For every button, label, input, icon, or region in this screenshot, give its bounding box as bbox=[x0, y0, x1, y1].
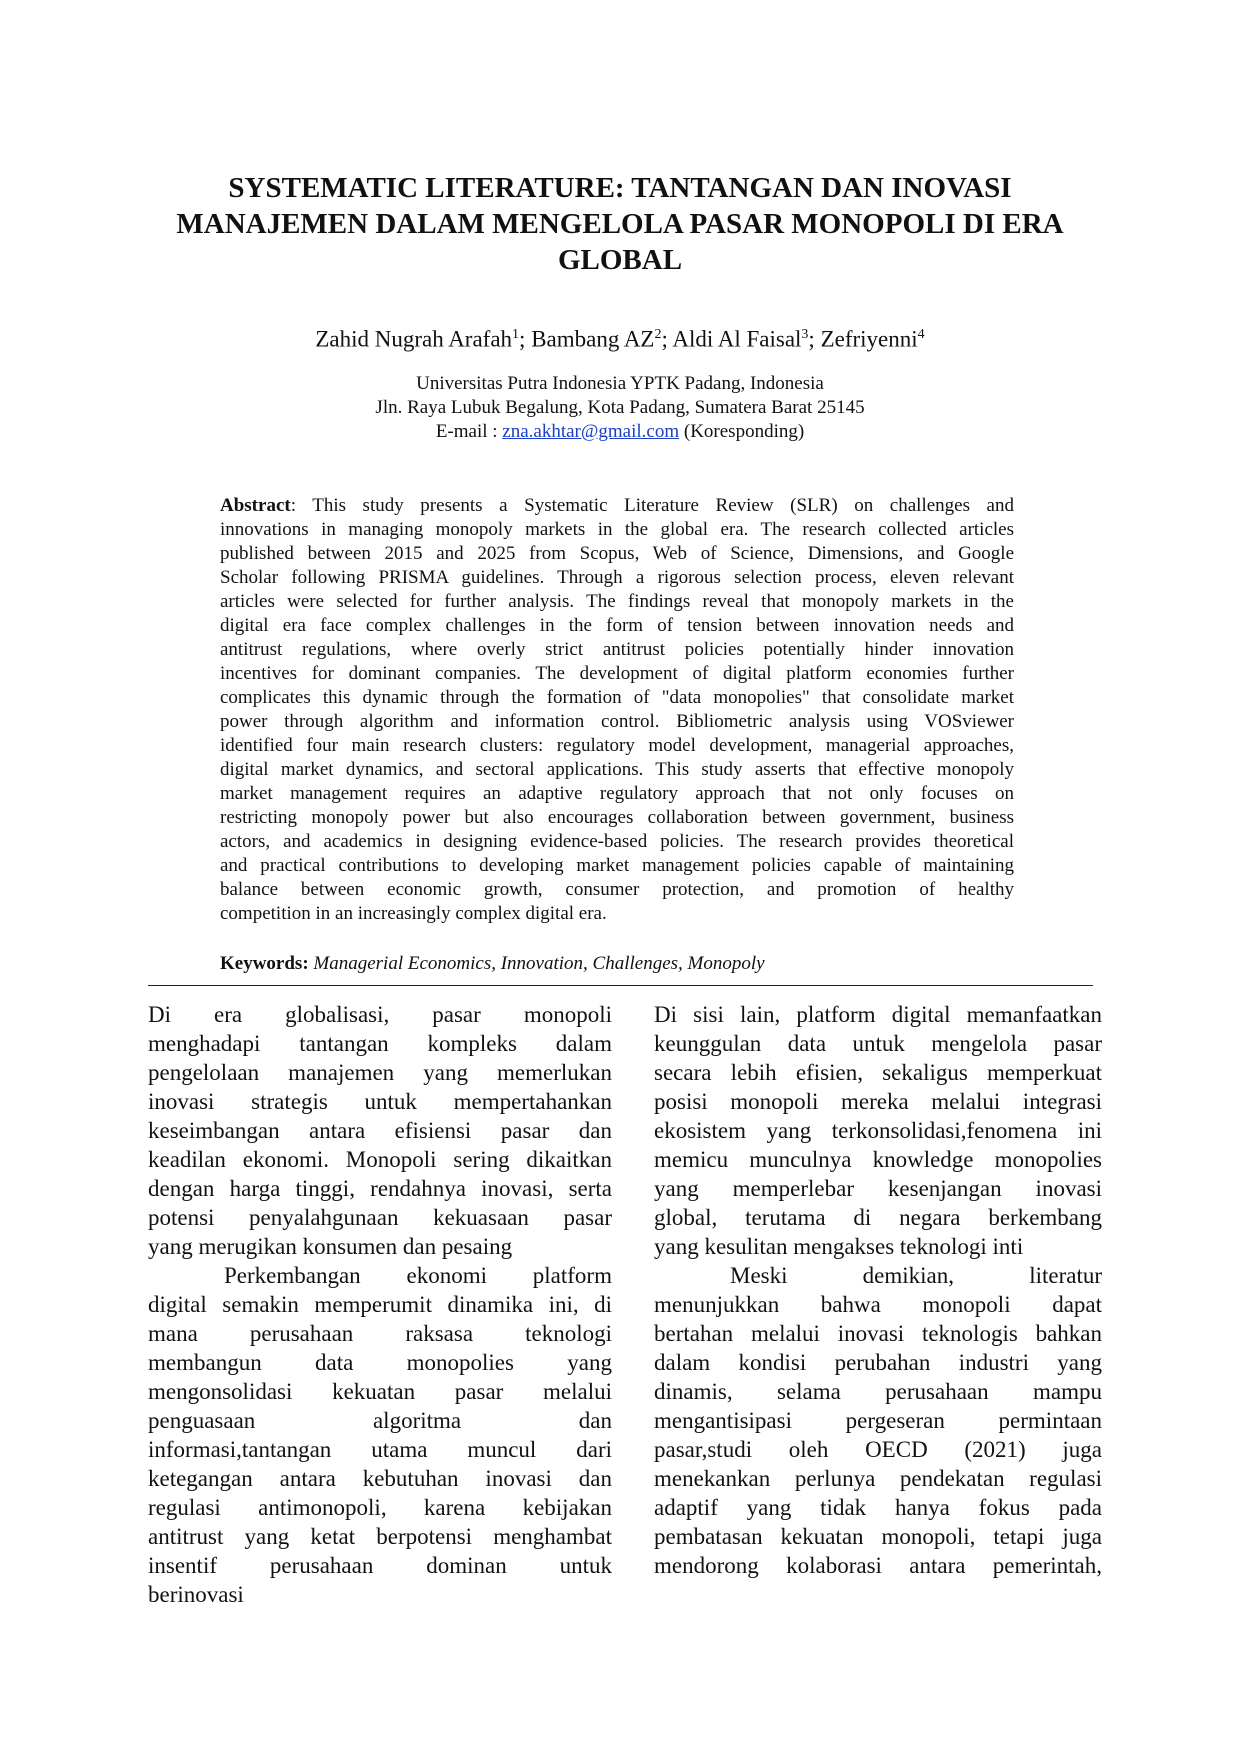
author-name: Bambang AZ bbox=[531, 326, 655, 352]
author-affiliation-mark: 1 bbox=[512, 327, 520, 342]
keywords-label: Keywords: bbox=[220, 953, 309, 974]
email-note: (Koresponding) bbox=[683, 421, 805, 442]
address: Jln. Raya Lubuk Begalung, Kota Padang, Sumatera Barat 25145 bbox=[375, 397, 865, 418]
abstract-label: Abstract bbox=[220, 495, 291, 516]
body-line: keadilan ekonomi. Monopoli sering dikaitkan bbox=[148, 1147, 612, 1172]
abstract-line: power through algorithm and information control. Bibliometric analysis using VOSviewer bbox=[220, 711, 1014, 732]
body-line: ekosistem yang terkonsolidasi,fenomena ini bbox=[654, 1118, 1102, 1143]
body-line: inovasi strategis untuk mempertahankan bbox=[148, 1089, 612, 1114]
body-line: mengantisipasi pergeseran permintaan bbox=[654, 1408, 1102, 1433]
body-line: Di era globalisasi, pasar monopoli bbox=[148, 1002, 612, 1027]
abstract-line: restricting monopoly power but also encourages collaboration between government, business bbox=[220, 807, 1014, 828]
body-line: memicu munculnya knowledge monopolies bbox=[654, 1147, 1102, 1172]
title-line: GLOBAL bbox=[557, 244, 683, 276]
body-line: dengan harga tinggi, rendahnya inovasi, serta bbox=[148, 1176, 612, 1201]
body-line: pengelolaan manajemen yang memerlukan bbox=[148, 1060, 612, 1085]
abstract-text: : This study presents a Systematic Literature Review (SLR) on challenges and bbox=[290, 495, 1014, 516]
body-line: dinamis, selama perusahaan mampu bbox=[654, 1379, 1102, 1404]
keywords bbox=[220, 952, 1014, 976]
abstract-line: Scholar following PRISMA guidelines. Through a rigorous selection process, eleven relevant bbox=[220, 567, 1014, 588]
body-line: digital semakin memperumit dinamika ini, di bbox=[148, 1292, 612, 1317]
abstract-line: digital market dynamics, and sectoral applications. This study asserts that effective monopoly bbox=[220, 759, 1014, 780]
body-line: posisi monopoli mereka melalui integrasi bbox=[654, 1089, 1102, 1114]
body-line: antitrust yang ketat berpotensi menghambat bbox=[148, 1524, 612, 1549]
body-line: mendorong kolaborasi antara pemerintah, bbox=[654, 1553, 1102, 1578]
body-line: yang memperlebar kesenjangan inovasi bbox=[654, 1176, 1102, 1201]
abstract-line bbox=[220, 494, 1014, 518]
email-link[interactable]: zna.akhtar@gmail.com bbox=[502, 421, 680, 442]
body-line: keseimbangan antara efisiensi pasar dan bbox=[148, 1118, 612, 1143]
abstract-line: balance between economic growth, consumer protection, and promotion of healthy bbox=[220, 879, 1014, 900]
body-line: ketegangan antara kebutuhan inovasi dan bbox=[148, 1466, 612, 1491]
body-line: global, terutama di negara berkembang bbox=[654, 1205, 1102, 1230]
abstract-line: digital era face complex challenges in the form of tension between innovation needs and bbox=[220, 615, 1014, 636]
body-line: regulasi antimonopoli, karena kebijakan bbox=[148, 1495, 612, 1520]
title-line: MANAJEMEN DALAM MENGELOLA PASAR MONOPOLI DI ERA bbox=[176, 208, 1064, 240]
abstract-line: published between 2015 and 2025 from Scopus, Web of Science, Dimensions, and Google bbox=[220, 543, 1014, 564]
body-column-left bbox=[148, 1000, 612, 1609]
body-line: keunggulan data untuk mengelola pasar bbox=[654, 1031, 1102, 1056]
body-line: berinovasi bbox=[148, 1582, 244, 1607]
abstract-line: competition in an increasingly complex digital era. bbox=[220, 903, 607, 924]
author-list: Zahid Nugrah Arafah$^1$; Bambang $AZ^2$; Aldi Al Faisal$^3$; Zefriyenni$^4$ bbox=[315, 326, 925, 352]
abstract bbox=[220, 494, 1014, 926]
author-name: Zahid Nugrah Arafah bbox=[315, 326, 513, 352]
abstract-line: antitrust regulations, where overly strict antitrust policies potentially hinder innovation bbox=[220, 639, 1014, 660]
abstract-line: actors, and academics in designing evidence-based policies. The research provides theoretical bbox=[220, 831, 1014, 852]
author-affiliation-mark: 3 bbox=[801, 327, 809, 342]
body-line: bertahan melalui inovasi teknologis bahkan bbox=[654, 1321, 1102, 1346]
body-line: informasi,tantangan utama muncul dari bbox=[148, 1437, 612, 1462]
body-line: menghadapi tantangan kompleks dalam bbox=[148, 1031, 612, 1056]
paper-title bbox=[140, 170, 1100, 278]
abstract-line: market management requires an adaptive regulatory approach that not only focuses on bbox=[220, 783, 1014, 804]
body-column-right bbox=[654, 1000, 1102, 1580]
author-affiliation-mark: 2 bbox=[654, 327, 662, 342]
body-line: dalam kondisi perubahan industri yang bbox=[654, 1350, 1102, 1375]
body-line: mengonsolidasi kekuatan pasar melalui bbox=[148, 1379, 612, 1404]
abstract-line: complicates this dynamic through the formation of "data monopolies" that consolidate market bbox=[220, 687, 1014, 708]
body-line: pembatasan kekuatan monopoli, tetapi juga bbox=[654, 1524, 1102, 1549]
body-line: yang merugikan konsumen dan pesaing bbox=[148, 1234, 513, 1259]
abstract-line: identified four main research clusters: regulatory model development, managerial approaches, bbox=[220, 735, 1014, 756]
body-line: menekankan perlunya pendekatan regulasi bbox=[654, 1466, 1102, 1491]
body-line: menunjukkan bahwa monopoli dapat bbox=[654, 1292, 1102, 1317]
body-line: secara lebih efisien, sekaligus memperkuat bbox=[654, 1060, 1102, 1085]
affiliation-block bbox=[140, 372, 1100, 444]
section-divider bbox=[148, 985, 1093, 986]
body-line: insentif perusahaan dominan untuk bbox=[148, 1553, 612, 1578]
keywords-values: Managerial Economics, Innovation, Challenges, Monopoly bbox=[313, 953, 765, 974]
body-line: adaptif yang tidak hanya fokus pada bbox=[654, 1495, 1102, 1520]
body-line: pasar,studi oleh OECD (2021) juga bbox=[654, 1437, 1102, 1462]
body-line: Meski demikian, literatur bbox=[730, 1263, 1102, 1288]
abstract-line: and practical contributions to developing market management policies capable of maintaining bbox=[220, 855, 1014, 876]
email-label: E-mail : bbox=[435, 421, 498, 442]
body-line: membangun data monopolies yang bbox=[148, 1350, 612, 1375]
author-name: Zefriyenni bbox=[820, 326, 918, 352]
body-line: yang kesulitan mengakses teknologi inti bbox=[654, 1234, 1024, 1259]
author-affiliation-mark: 4 bbox=[917, 327, 925, 342]
title-line: SYSTEMATIC LITERATURE: TANTANGAN DAN INOVASI bbox=[228, 172, 1012, 204]
abstract-line: articles were selected for further analysis. The findings reveal that monopoly markets in the bbox=[220, 591, 1014, 612]
body-line: penguasaan algoritma dan bbox=[148, 1408, 612, 1433]
body-line: Di sisi lain, platform digital memanfaatkan bbox=[654, 1002, 1102, 1027]
email-line bbox=[140, 420, 1100, 444]
body-line: mana perusahaan raksasa teknologi bbox=[148, 1321, 612, 1346]
body-line: potensi penyalahgunaan kekuasaan pasar bbox=[148, 1205, 612, 1230]
author-name: Aldi Al Faisal bbox=[672, 326, 802, 352]
abstract-line: innovations in managing monopoly markets in the global era. The research collected articles bbox=[220, 519, 1014, 540]
abstract-line: incentives for dominant companies. The development of digital platform economies further bbox=[220, 663, 1014, 684]
body-line: Perkembangan ekonomi platform bbox=[224, 1263, 612, 1288]
institution: Universitas Putra Indonesia YPTK Padang, Indonesia bbox=[416, 373, 824, 394]
